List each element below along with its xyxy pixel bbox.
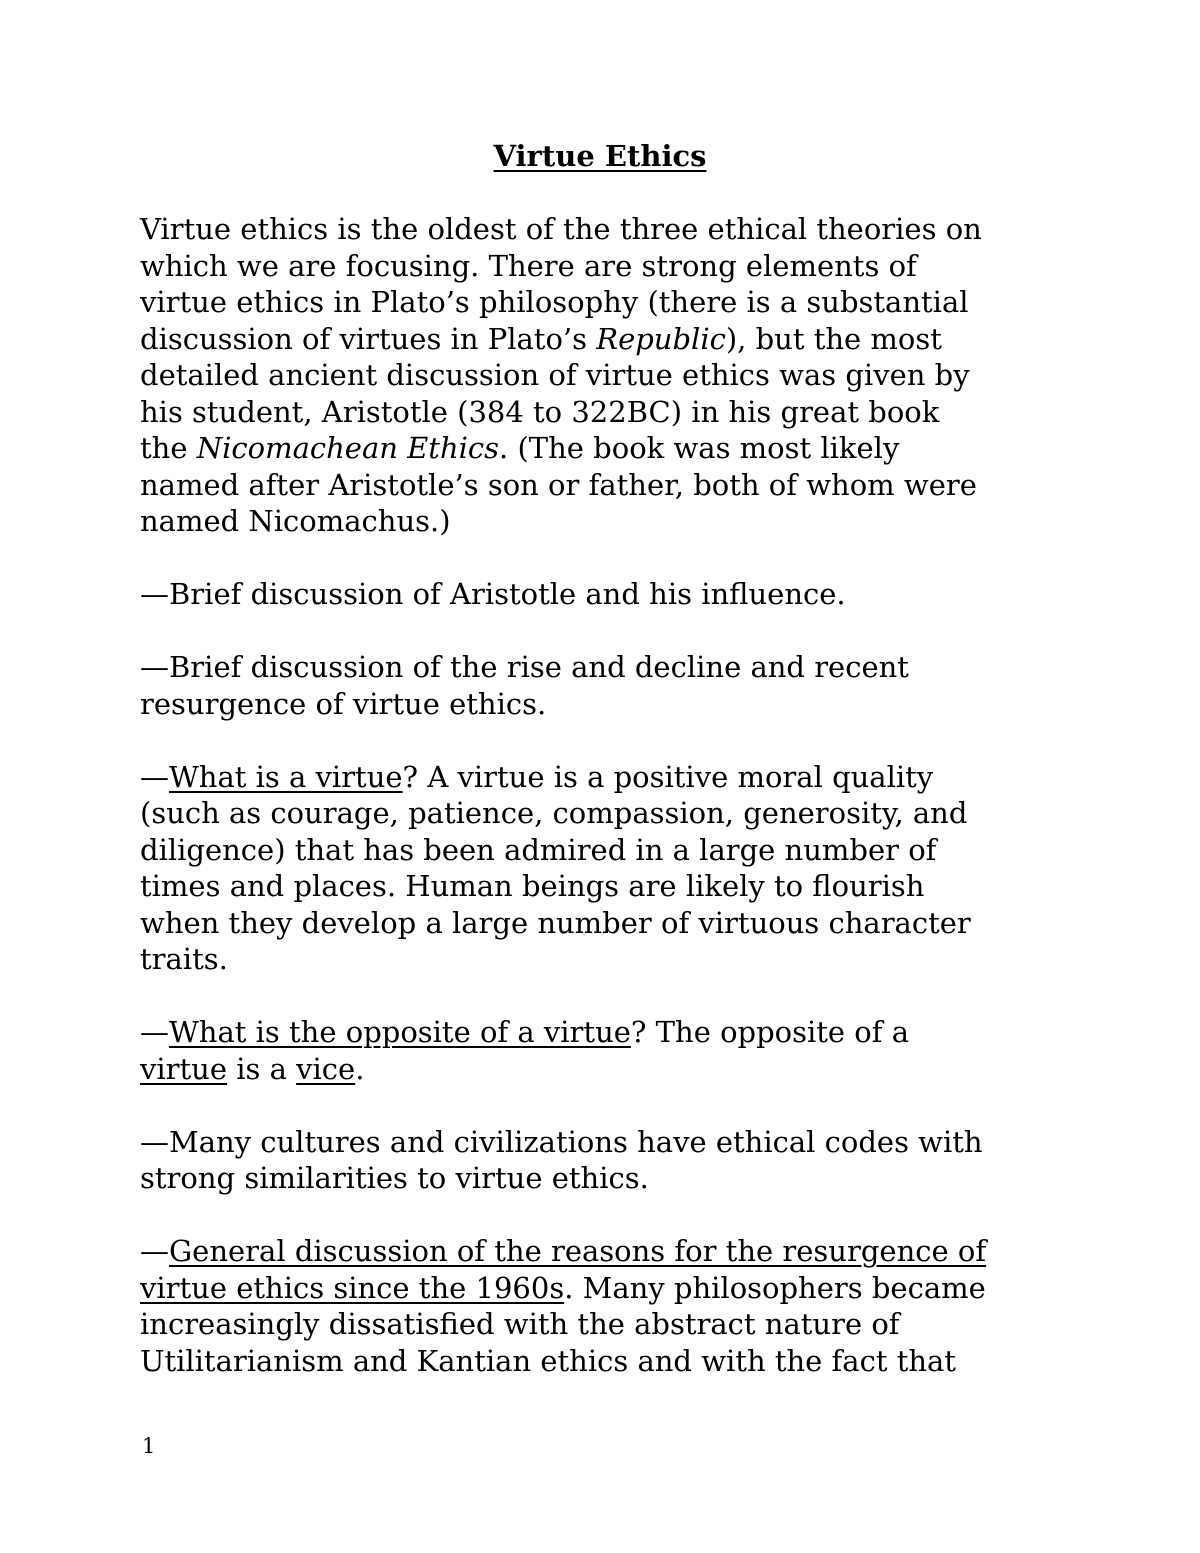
- paragraph-cultures: [140, 1124, 1080, 1197]
- text-run: .: [355, 1051, 365, 1086]
- text-line: his student, Aristotle (384 to 322BC) in his great book: [140, 394, 940, 429]
- text-line: (such as courage, patience, compassion, generosity, and: [140, 796, 968, 830]
- underlined-heading: What is the opposite of a virtue: [169, 1015, 631, 1049]
- text-line: virtue ethics in Plato’s philosophy (there is a substantial: [140, 285, 969, 319]
- text-line: [140, 1233, 1080, 1270]
- text-line: [140, 759, 1080, 796]
- page-title: Virtue Ethics: [493, 139, 707, 173]
- paragraph-aristotle-influence: [140, 576, 1080, 613]
- underlined-term-vice: vice: [296, 1051, 356, 1086]
- text-line: traits.: [140, 942, 228, 976]
- text-run: discussion of virtues in Plato’s: [140, 321, 597, 356]
- book-title-nicomachean-ethics: Nicomachean Ethics: [196, 431, 500, 465]
- text-run: ), but the most: [725, 321, 942, 356]
- paragraph-what-is-virtue: [140, 759, 1080, 978]
- em-dash: —: [140, 1015, 169, 1049]
- text-run: is a: [227, 1051, 297, 1086]
- text-run: ? The opposite of a: [630, 1015, 910, 1049]
- text-line: [140, 430, 1080, 467]
- text-line: times and places. Human beings are likely to flourish: [140, 869, 925, 903]
- em-dash: —: [140, 1234, 169, 1268]
- underlined-term-virtue: virtue: [140, 1051, 228, 1086]
- paragraph-resurgence: [140, 1233, 1080, 1379]
- text-line: increasingly dissatisfied with the abstract nature of: [140, 1307, 900, 1341]
- text-line: diligence) that has been admired in a large number of: [140, 832, 937, 867]
- text-line: which we are focusing. There are strong elements of: [140, 248, 917, 283]
- paragraph-opposite-of-virtue: [140, 1014, 1080, 1087]
- text-line: —Brief discussion of Aristotle and his influence.: [140, 577, 846, 611]
- text-line: detailed ancient discussion of virtue ethics was given by: [140, 358, 970, 392]
- text-line: named Nicomachus.): [140, 504, 451, 538]
- text-line: named after Aristotle’s son or father, both of whom were: [140, 467, 977, 502]
- text-line: resurgence of virtue ethics.: [140, 686, 547, 721]
- text-line: —Many cultures and civilizations have ethical codes with: [140, 1124, 983, 1159]
- paragraph-intro: [140, 211, 1080, 540]
- text-line: strong similarities to virtue ethics.: [140, 1161, 649, 1195]
- text-run: . (The book was most likely: [499, 431, 900, 465]
- text-line: Virtue ethics is the oldest of the three ethical theories on: [140, 212, 982, 246]
- text-run: . Many philosophers became: [564, 1270, 986, 1305]
- text-line: [140, 321, 1080, 358]
- text-run: the: [140, 431, 197, 465]
- underlined-heading: General discussion of the reasons for the resurgence of: [169, 1234, 987, 1268]
- text-line: —Brief discussion of the rise and decline and recent: [140, 650, 909, 684]
- text-line: [140, 1014, 1080, 1051]
- underlined-heading: What is a virtue: [169, 759, 403, 794]
- text-run: ? A virtue is a positive moral quality: [402, 759, 934, 794]
- text-line: Utilitarianism and Kantian ethics and with the fact that: [140, 1343, 956, 1378]
- underlined-heading: virtue ethics since the 1960s: [140, 1270, 565, 1305]
- page-number: 1: [142, 1434, 156, 1458]
- text-line: [140, 1051, 1080, 1088]
- text-line: when they develop a large number of virtuous character: [140, 905, 971, 940]
- book-title-republic: Republic: [596, 321, 726, 356]
- document-body: [140, 211, 1080, 1416]
- text-line: [140, 1270, 1080, 1307]
- paragraph-rise-decline: [140, 649, 1080, 722]
- em-dash: —: [140, 759, 169, 794]
